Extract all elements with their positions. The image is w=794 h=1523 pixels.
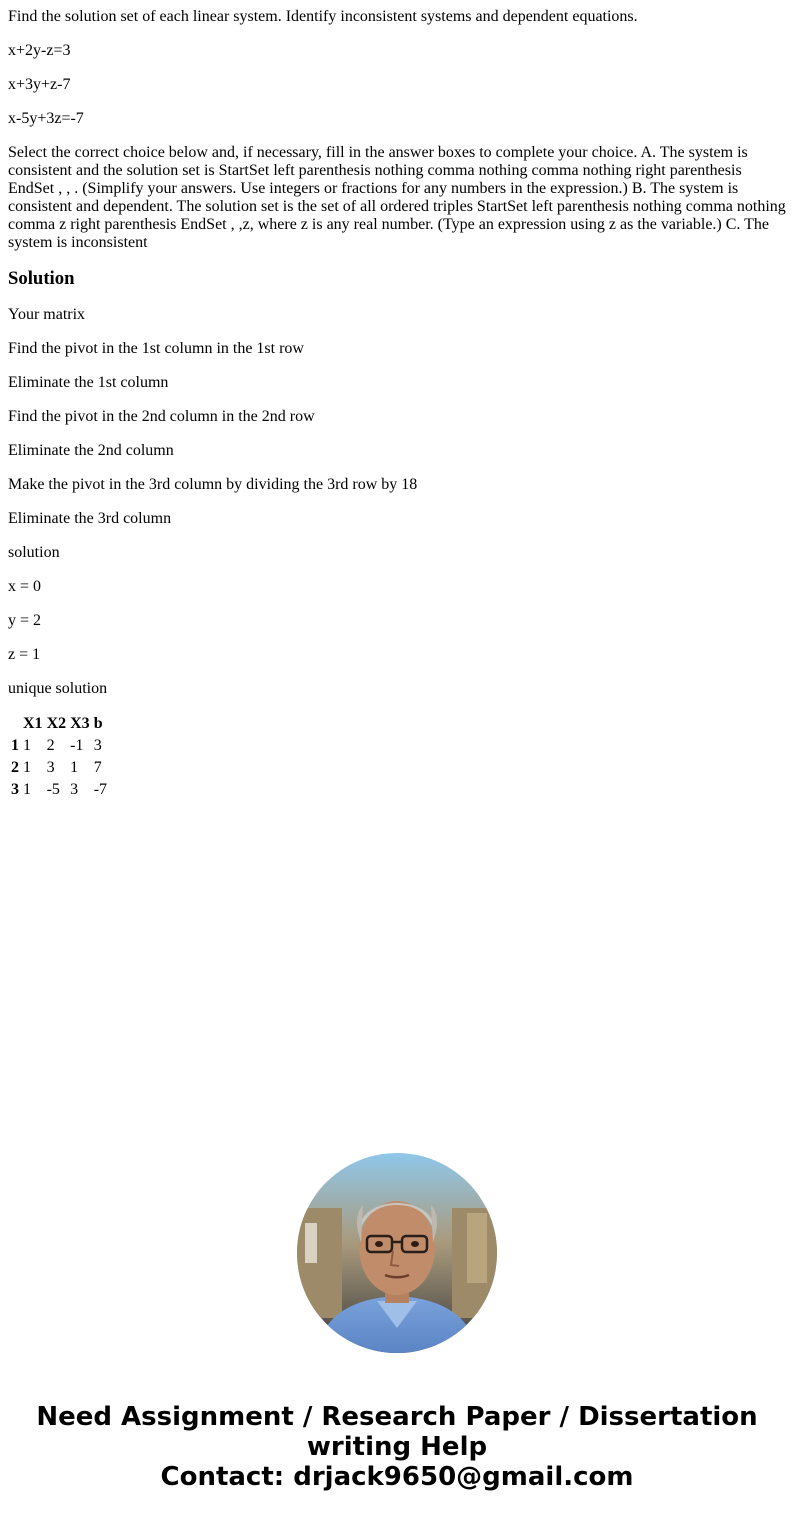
- equation-1: x+2y-z=3: [8, 42, 71, 59]
- matrix-header-x2: X2: [46, 715, 67, 732]
- matrix-row-label: 2: [11, 759, 19, 776]
- question-prompt: Find the solution set of each linear system. Identify inconsistent systems and dependent equations.: [8, 8, 638, 25]
- promo-contact-line: Contact: drjack9650@gmail.com: [160, 1462, 634, 1492]
- matrix-cell: -7: [93, 781, 108, 798]
- matrix-header-x1: X1: [23, 715, 43, 732]
- matrix-cell: 3: [46, 759, 55, 776]
- solution-y: y = 2: [8, 612, 42, 629]
- unique-solution-label: unique solution: [8, 680, 108, 697]
- matrix-header-x3: X3: [70, 715, 90, 732]
- matrix-row: [10, 736, 108, 756]
- matrix-cell: -1: [70, 737, 84, 754]
- matrix-row-label: 3: [11, 781, 19, 798]
- solution-x: x = 0: [8, 578, 42, 595]
- matrix-cell: 1: [23, 781, 31, 798]
- matrix-cell: 3: [93, 737, 102, 754]
- matrix-cell: 1: [23, 737, 31, 754]
- equation-3: x-5y+3z=-7: [8, 110, 84, 127]
- solution-label: solution: [8, 544, 60, 561]
- matrix-header-row: [10, 714, 108, 734]
- matrix-row: [10, 780, 108, 800]
- matrix-cell: 3: [70, 781, 79, 798]
- matrix-cell: -5: [46, 781, 60, 798]
- tutor-portrait-icon: [297, 1153, 497, 1353]
- step-pivot-3: Make the pivot in the 3rd column by dividing the 3rd row by 18: [8, 476, 418, 493]
- answer-choices-text: Select the correct choice below and, if necessary, fill in the answer boxes to complete your choice. A. The system is consistent and the solution set is StartSet left parenthesis nothing comma nothing comma nothing right parenthesis EndSet , , . (Simplify your answers. Use integers or fractions for any numbers in the expression.) B. The system is consistent and dependent. The solution set is the set of all ordered triples StartSet left parenthesis nothing comma nothing comma z right parenthesis EndSet , ,z, where z is any real number. (Type an expression using z as the variable.) C. The system is inconsistent: [8, 144, 786, 251]
- matrix-row-label: 1: [11, 737, 19, 754]
- step-your-matrix: Your matrix: [8, 306, 86, 323]
- promo-line-1: Need Assignment / Research Paper / Dissertation: [36, 1402, 758, 1432]
- step-pivot-2: Find the pivot in the 2nd column in the 2nd row: [8, 408, 315, 425]
- augmented-matrix-table: [8, 712, 110, 802]
- matrix-cell: 1: [23, 759, 31, 776]
- matrix-header-b: b: [93, 715, 103, 732]
- matrix-header-corner: [10, 714, 20, 734]
- matrix-cell: 2: [46, 737, 55, 754]
- matrix-cell: 1: [70, 759, 79, 776]
- promo-line-2: writing Help: [306, 1432, 488, 1462]
- solution-z: z = 1: [8, 646, 41, 663]
- step-eliminate-2: Eliminate the 2nd column: [8, 442, 174, 459]
- solution-heading: Solution: [8, 268, 75, 289]
- matrix-row: [10, 758, 108, 778]
- step-pivot-1: Find the pivot in the 1st column in the 1st row: [8, 340, 304, 357]
- matrix-cell: 7: [93, 759, 102, 776]
- tutor-avatar-photo: [297, 1153, 497, 1353]
- promo-banner: [0, 1402, 794, 1492]
- step-eliminate-3: Eliminate the 3rd column: [8, 510, 172, 527]
- equation-2: x+3y+z-7: [8, 76, 71, 93]
- step-eliminate-1: Eliminate the 1st column: [8, 374, 169, 391]
